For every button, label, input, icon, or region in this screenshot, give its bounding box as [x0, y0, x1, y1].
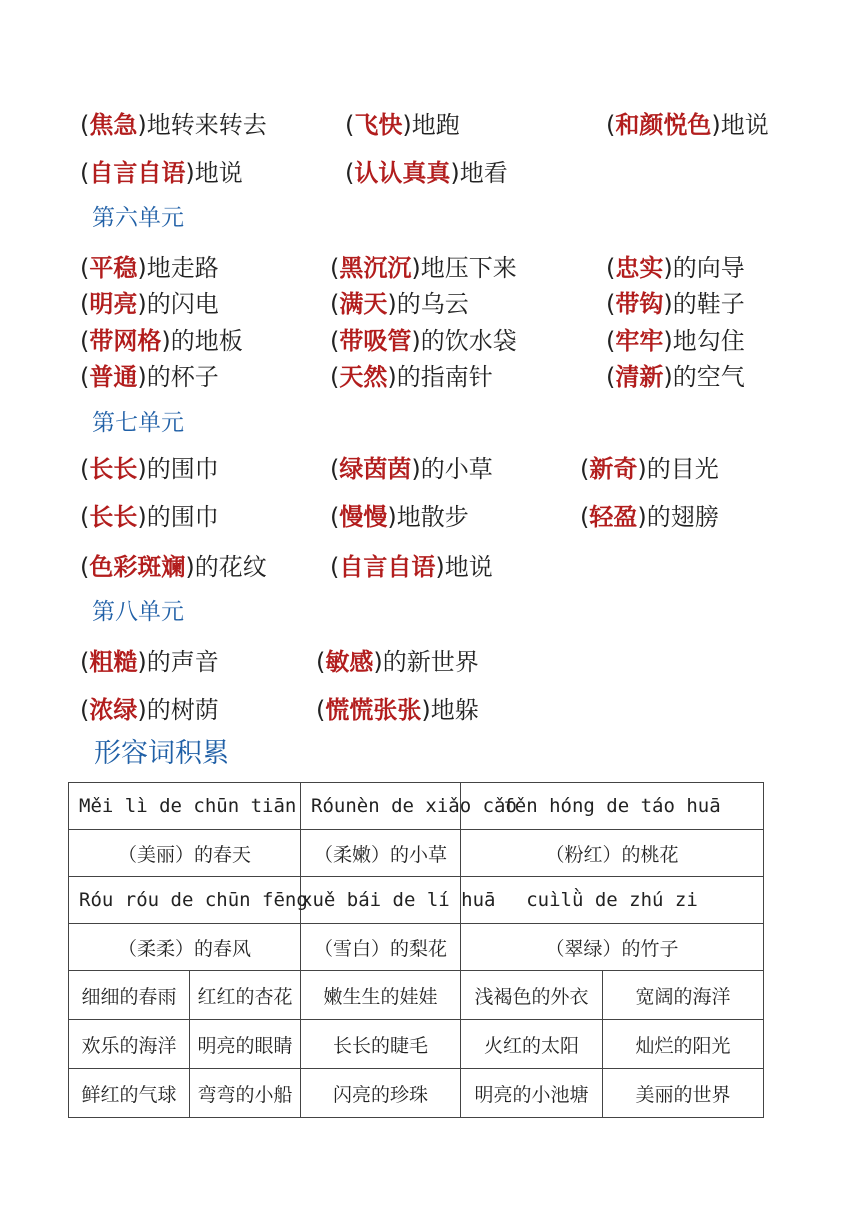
phrase: (平稳)地走路	[80, 254, 219, 282]
phrase: (慌慌张张)地躲	[316, 696, 479, 724]
phrase: (忠实)的向导	[606, 254, 745, 282]
phrase-tail: 的围巾	[146, 503, 219, 531]
phrase-keyword: 平稳	[89, 254, 138, 282]
unit6-heading: 第六单元	[92, 205, 184, 231]
paren-open: (	[345, 111, 355, 139]
phrase-keyword: 带吸管	[339, 327, 412, 355]
phrase-keyword: 粗糙	[89, 648, 138, 676]
hanzi-cell: （粉红）的桃花	[461, 830, 764, 877]
word-cell: 弯弯的小船	[190, 1069, 301, 1118]
phrase-keyword: 敏感	[325, 648, 374, 676]
phrase-keyword: 和颜悦色	[615, 111, 712, 139]
paren-close: )	[711, 111, 721, 139]
phrase-keyword: 轻盈	[589, 503, 638, 531]
phrase: (轻盈)的翅膀	[580, 503, 719, 531]
word-cell: 明亮的眼睛	[190, 1020, 301, 1069]
phrase-keyword: 自言自语	[89, 159, 186, 187]
phrase-keyword: 焦急	[89, 111, 138, 139]
phrase-keyword: 新奇	[589, 455, 638, 483]
paren-open: (	[80, 111, 90, 139]
pinyin-cell: xuě bái de lí huā	[301, 877, 461, 924]
hanzi-row	[69, 924, 764, 971]
phrase: (满天)的乌云	[330, 290, 469, 318]
hanzi-cell: （柔嫩）的小草	[301, 830, 461, 877]
paren-open: (	[80, 159, 90, 187]
phrase-keyword: 飞快	[354, 111, 403, 139]
phrase-tail: 的新世界	[382, 648, 479, 676]
phrase-tail: 的指南针	[396, 363, 493, 391]
phrase-tail: 的饮水袋	[420, 327, 517, 355]
word-cell: 细细的春雨	[69, 971, 190, 1020]
hanzi-cell: （翠绿）的竹子	[461, 924, 764, 971]
phrase-tail: 的鞋子	[672, 290, 745, 318]
phrase-tail: 地勾住	[672, 327, 745, 355]
phrase-tail: 的目光	[646, 455, 719, 483]
phrase-tail: 地说	[194, 159, 243, 187]
phrase-tail: 的翅膀	[646, 503, 719, 531]
pinyin-row	[69, 783, 764, 830]
phrase-tail: 地走路	[146, 254, 219, 282]
phrase-tail: 地散步	[396, 503, 469, 531]
phrase: (普通)的杯子	[80, 363, 219, 391]
phrase: (新奇)的目光	[580, 455, 719, 483]
word-cell: 鲜红的气球	[69, 1069, 190, 1118]
phrase-tail: 的杯子	[146, 363, 219, 391]
unit7-heading: 第七单元	[92, 410, 184, 436]
phrase-keyword: 天然	[339, 363, 388, 391]
phrase-tail: 的围巾	[146, 455, 219, 483]
phrase-keyword: 慌慌张张	[325, 696, 422, 724]
phrase-tail: 的树荫	[146, 696, 219, 724]
phrase	[345, 111, 460, 139]
phrase-keyword: 普通	[89, 363, 138, 391]
phrase-tail: 的向导	[672, 254, 745, 282]
phrase-keyword: 长长	[89, 503, 138, 531]
hanzi-cell: （柔柔）的春风	[69, 924, 301, 971]
word-cell: 欢乐的海洋	[69, 1020, 190, 1069]
phrase	[80, 159, 243, 187]
phrase-tail: 的花纹	[194, 553, 267, 581]
phrase-keyword: 牢牢	[615, 327, 664, 355]
phrase-keyword: 满天	[339, 290, 388, 318]
word-row	[69, 1069, 764, 1118]
hanzi-row	[69, 830, 764, 877]
phrase: (牢牢)地勾住	[606, 327, 745, 355]
phrase-keyword: 认认真真	[354, 159, 451, 187]
phrase: (粗糙)的声音	[80, 648, 219, 676]
phrase: (色彩斑斓)的花纹	[80, 553, 267, 581]
phrase: (清新)的空气	[606, 363, 745, 391]
phrase-keyword: 慢慢	[339, 503, 388, 531]
word-cell: 火红的太阳	[461, 1020, 603, 1069]
word-cell: 浅褐色的外衣	[461, 971, 603, 1020]
word-cell: 红红的杏花	[190, 971, 301, 1020]
paren-close: )	[137, 111, 147, 139]
phrase-keyword: 黑沉沉	[339, 254, 412, 282]
phrase-tail: 的空气	[672, 363, 745, 391]
phrase-tail: 的声音	[146, 648, 219, 676]
word-cell: 嫩生生的娃娃	[301, 971, 461, 1020]
phrase-tail: 的乌云	[396, 290, 469, 318]
phrase	[80, 111, 267, 139]
phrase: (带网格)的地板	[80, 327, 243, 355]
paren-close: )	[185, 159, 195, 187]
pinyin-cell: Róu róu de chūn fēng	[69, 877, 301, 924]
phrase-keyword: 带钩	[615, 290, 664, 318]
paren-open: (	[606, 111, 616, 139]
phrase-keyword: 色彩斑斓	[89, 553, 186, 581]
unit8-heading: 第八单元	[92, 599, 184, 625]
phrase	[345, 159, 508, 187]
paren-open: (	[345, 159, 355, 187]
adjectives-heading: 形容词积累	[94, 738, 229, 769]
phrase-keyword: 绿茵茵	[339, 455, 412, 483]
pinyin-cell: cuìlǜ de zhú zi	[461, 877, 764, 924]
phrase-tail: 地说	[720, 111, 769, 139]
pinyin-cell: Měi lì de chūn tiān	[69, 783, 301, 830]
hanzi-cell: （美丽）的春天	[69, 830, 301, 877]
phrase-tail: 的闪电	[146, 290, 219, 318]
paren-close: )	[450, 159, 460, 187]
phrase: (黑沉沉)地压下来	[330, 254, 517, 282]
phrase: (绿茵茵)的小草	[330, 455, 493, 483]
phrase-tail: 地躲	[430, 696, 479, 724]
phrase: (带吸管)的饮水袋	[330, 327, 517, 355]
word-row	[69, 971, 764, 1020]
hanzi-cell: （雪白）的梨花	[301, 924, 461, 971]
phrase-tail: 的小草	[420, 455, 493, 483]
word-cell: 明亮的小池塘	[461, 1069, 603, 1118]
word-cell: 灿烂的阳光	[603, 1020, 764, 1069]
paren-close: )	[402, 111, 412, 139]
phrase	[606, 111, 769, 139]
phrase-keyword: 带网格	[89, 327, 162, 355]
phrase-keyword: 长长	[89, 455, 138, 483]
phrase: (自言自语)地说	[330, 553, 493, 581]
word-row	[69, 1020, 764, 1069]
phrase-tail: 地转来转去	[146, 111, 267, 139]
phrase: (明亮)的闪电	[80, 290, 219, 318]
phrase: (浓绿)的树荫	[80, 696, 219, 724]
phrase-keyword: 浓绿	[89, 696, 138, 724]
phrase: (带钩)的鞋子	[606, 290, 745, 318]
phrase-tail: 地说	[444, 553, 493, 581]
phrase-keyword: 清新	[615, 363, 664, 391]
word-cell: 宽阔的海洋	[603, 971, 764, 1020]
phrase-tail: 地压下来	[420, 254, 517, 282]
word-cell: 美丽的世界	[603, 1069, 764, 1118]
pinyin-cell: Róunèn de xiǎo cǎo	[301, 783, 461, 830]
phrase-tail: 地跑	[411, 111, 460, 139]
phrase: (长长)的围巾	[80, 455, 219, 483]
phrase: (慢慢)地散步	[330, 503, 469, 531]
phrase-tail: 的地板	[170, 327, 243, 355]
phrase: (天然)的指南针	[330, 363, 493, 391]
phrase-keyword: 明亮	[89, 290, 138, 318]
pinyin-row	[69, 877, 764, 924]
word-cell: 闪亮的珍珠	[301, 1069, 461, 1118]
adjectives-table	[68, 782, 764, 1118]
pinyin-cell: fěn hóng de táo huā	[461, 783, 764, 830]
phrase-keyword: 忠实	[615, 254, 664, 282]
phrase-keyword: 自言自语	[339, 553, 436, 581]
phrase-tail: 地看	[459, 159, 508, 187]
phrase: (长长)的围巾	[80, 503, 219, 531]
word-cell: 长长的睫毛	[301, 1020, 461, 1069]
phrase: (敏感)的新世界	[316, 648, 479, 676]
